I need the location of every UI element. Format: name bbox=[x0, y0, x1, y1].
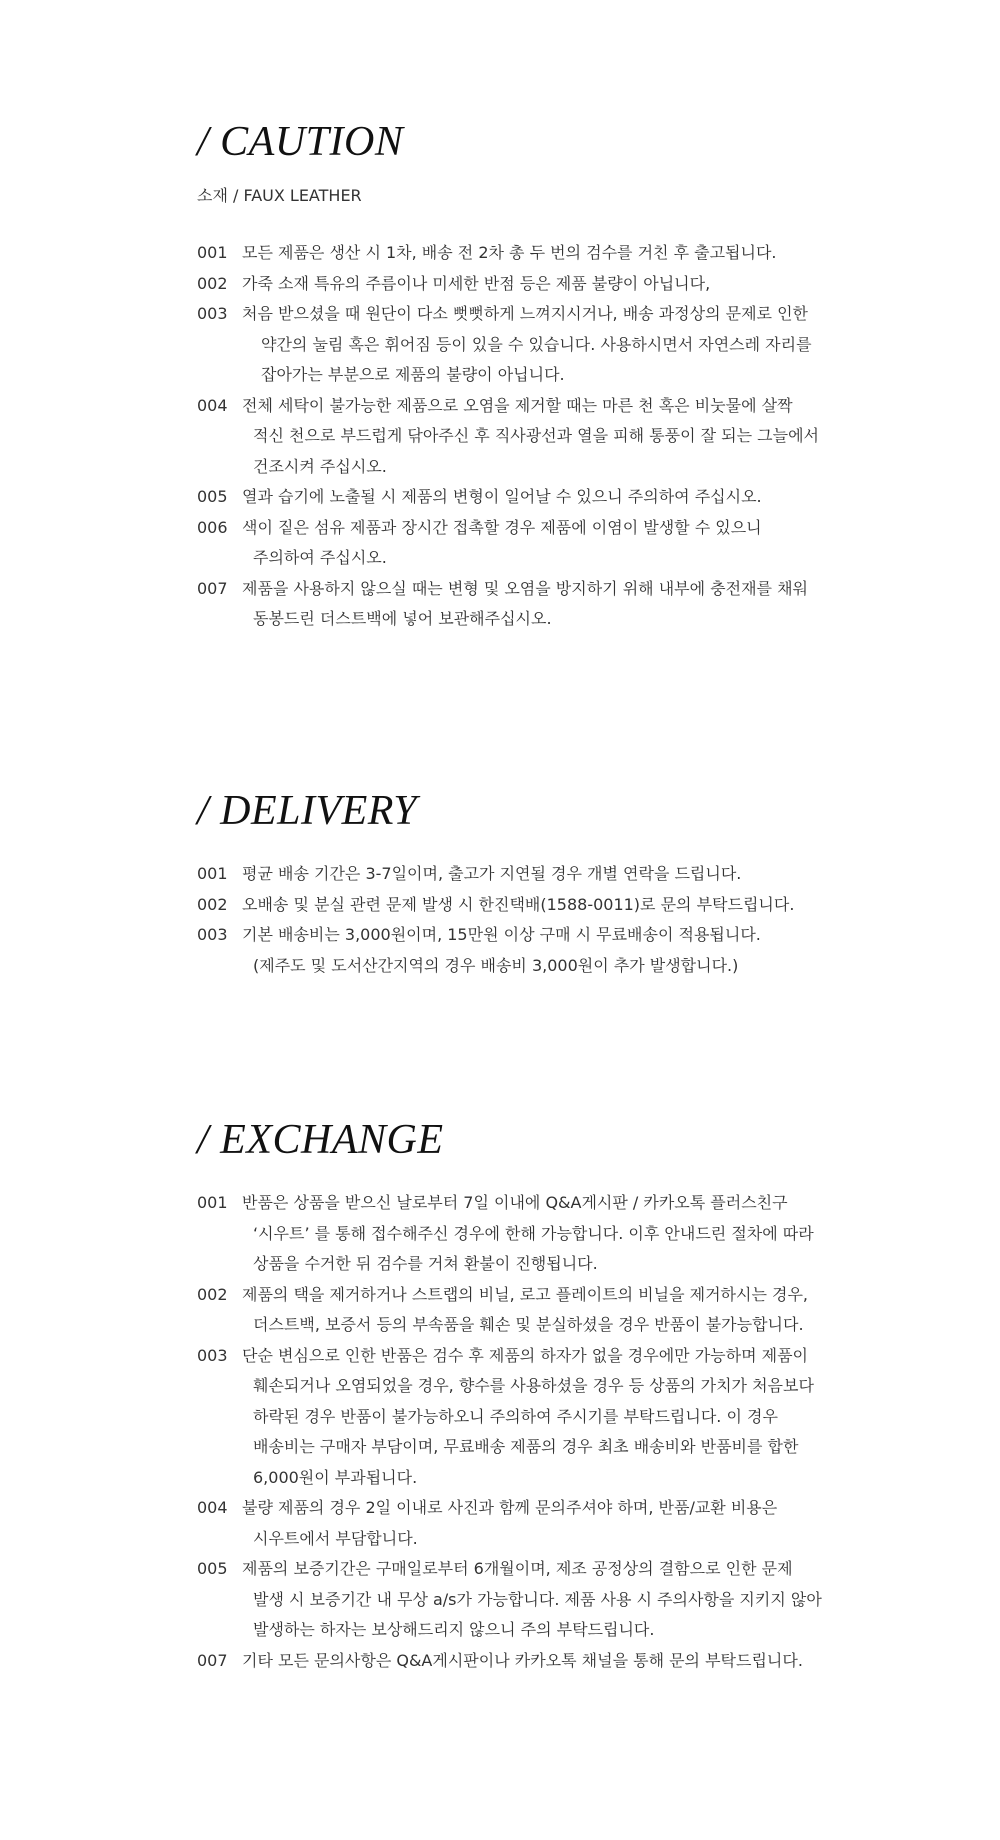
exchange-title: / EXCHANGE bbox=[197, 1117, 444, 1163]
item-text bbox=[242, 1646, 857, 1677]
item-text-line: 배송비는 구매자 부담이며, 무료배송 제품의 경우 최초 배송비와 반품비를 합한 bbox=[253, 1437, 799, 1456]
item-text-line: 잡아가는 부분으로 제품의 불량이 아닙니다. bbox=[261, 365, 565, 384]
item-text-line: 건조시켜 주십시오. bbox=[253, 456, 387, 476]
item-text-line: 기본 배송비는 3,000원이며, 15만원 이상 구매 시 무료배송이 적용됩니다. bbox=[242, 925, 761, 944]
list-item bbox=[197, 513, 857, 574]
item-number: 006 bbox=[197, 517, 228, 537]
item-text-line: 단순 변심으로 인한 반품은 검수 후 제품의 하자가 없을 경우에만 가능하며 제품이 bbox=[242, 1345, 808, 1365]
list-item bbox=[197, 482, 857, 513]
item-text-line: 6,000원이 부과됩니다. bbox=[253, 1467, 418, 1487]
item-number: 005 bbox=[197, 487, 228, 506]
list-item bbox=[197, 391, 857, 483]
delivery-section bbox=[197, 787, 857, 981]
delivery-title: / DELIVERY bbox=[197, 788, 418, 834]
item-text-line: 시우트에서 부담합니다. bbox=[253, 1528, 418, 1548]
item-text-line: 상품을 수거한 뒤 검수를 거쳐 환불이 진행됩니다. bbox=[253, 1254, 598, 1273]
item-number: 001 bbox=[197, 864, 228, 883]
list-item bbox=[197, 574, 857, 635]
item-text-line: 모든 제품은 생산 시 1차, 배송 전 2차 총 두 번의 검수를 거친 후 출고됩니다. bbox=[242, 243, 777, 262]
item-text-line: 전체 세탁이 불가능한 제품으로 오염을 제거할 때는 마른 천 혹은 비눗물에 살짝 bbox=[242, 395, 793, 415]
item-text bbox=[242, 238, 857, 269]
item-text-line: 제품의 택을 제거하거나 스트랩의 비닐, 로고 플레이트의 비닐을 제거하시는 경우, bbox=[242, 1284, 808, 1304]
item-text bbox=[242, 890, 857, 921]
list-item bbox=[197, 859, 857, 890]
item-text-line: 불량 제품의 경우 2일 이내로 사진과 함께 문의주셔야 하며, 반품/교환 비용은 bbox=[242, 1498, 778, 1517]
item-text-line: 훼손되거나 오염되었을 경우, 향수를 사용하셨을 경우 등 상품의 가치가 처음보다 bbox=[253, 1376, 814, 1395]
list-item bbox=[197, 238, 857, 269]
exchange-list bbox=[197, 1188, 857, 1676]
item-text bbox=[242, 1341, 857, 1494]
item-text bbox=[242, 920, 857, 981]
item-text bbox=[242, 1280, 857, 1341]
item-number: 004 bbox=[197, 1498, 228, 1517]
item-text-line: 더스트백, 보증서 등의 부속품을 훼손 및 분실하셨을 경우 반품이 불가능합니다. bbox=[253, 1315, 804, 1334]
list-item bbox=[197, 1188, 857, 1280]
item-text-line: 가죽 소재 특유의 주름이나 미세한 반점 등은 제품 불량이 아닙니다, bbox=[242, 273, 711, 293]
list-item bbox=[197, 1493, 857, 1554]
item-text-line: 발생 시 보증기간 내 무상 a/s가 가능합니다. 제품 사용 시 주의사항을 지키지 않아 bbox=[253, 1589, 822, 1609]
item-text-line: 평균 배송 기간은 3-7일이며, 출고가 지연될 경우 개별 연락을 드립니다. bbox=[242, 864, 742, 883]
item-number: 002 bbox=[197, 1284, 228, 1304]
item-text-line: 색이 짙은 섬유 제품과 장시간 접촉할 경우 제품에 이염이 발생할 수 있으니 bbox=[242, 517, 762, 537]
caution-title: / CAUTION bbox=[197, 119, 404, 165]
item-text-line: 약간의 눌림 혹은 휘어짐 등이 있을 수 있습니다. 사용하시면서 자연스레 자리를 bbox=[261, 334, 812, 354]
item-text bbox=[242, 269, 857, 300]
item-text bbox=[242, 482, 857, 513]
item-text-line: 하락된 경우 반품이 불가능하오니 주의하여 주시기를 부탁드립니다. 이 경우 bbox=[253, 1406, 778, 1426]
item-text bbox=[242, 299, 857, 391]
item-number: 007 bbox=[197, 1650, 228, 1670]
item-text-line: 기타 모든 문의사항은 Q&A게시판이나 카카오톡 채널을 통해 문의 부탁드립니다. bbox=[242, 1650, 803, 1670]
list-item bbox=[197, 269, 857, 300]
item-text-line: 처음 받으셨을 때 원단이 다소 뻣뻣하게 느껴지시거나, 배송 과정상의 문제로 인한 bbox=[242, 304, 808, 323]
item-text bbox=[242, 1554, 857, 1646]
delivery-list bbox=[197, 859, 857, 981]
list-item bbox=[197, 1341, 857, 1494]
item-text-line: 적신 천으로 부드럽게 닦아주신 후 직사광선과 열을 피해 통풍이 잘 되는 그늘에서 bbox=[253, 426, 819, 445]
list-item bbox=[197, 920, 857, 981]
item-number: 003 bbox=[197, 304, 228, 323]
item-text bbox=[242, 574, 857, 635]
item-text-line: 열과 습기에 노출될 시 제품의 변형이 일어날 수 있으니 주의하여 주십시오. bbox=[242, 487, 762, 506]
item-text-line: 발생하는 하자는 보상해드리지 않으니 주의 부탁드립니다. bbox=[253, 1620, 655, 1639]
item-text-line: 제품을 사용하지 않으실 때는 변형 및 오염을 방지하기 위해 내부에 충전재를 채워 bbox=[242, 578, 808, 598]
caution-list bbox=[197, 238, 857, 635]
list-item bbox=[197, 1554, 857, 1646]
item-number: 002 bbox=[197, 273, 228, 293]
material-label: 소재 / FAUX LEATHER bbox=[197, 186, 362, 205]
item-text-line: 주의하여 주십시오. bbox=[253, 548, 387, 567]
item-text-line: 동봉드린 더스트백에 넣어 보관해주십시오. bbox=[253, 609, 552, 628]
list-item bbox=[197, 890, 857, 921]
list-item bbox=[197, 1646, 857, 1677]
item-number: 003 bbox=[197, 1345, 228, 1365]
item-text-line: 제품의 보증기간은 구매일로부터 6개월이며, 제조 공정상의 결함으로 인한 문제 bbox=[242, 1559, 793, 1578]
item-text bbox=[242, 859, 857, 890]
item-number: 004 bbox=[197, 395, 228, 415]
item-text bbox=[242, 1188, 857, 1280]
item-text-line: ‘시우트’ 를 통해 접수해주신 경우에 한해 가능합니다. 이후 안내드린 절차에 따라 bbox=[253, 1223, 814, 1243]
item-text bbox=[242, 513, 857, 574]
item-number: 001 bbox=[197, 1193, 228, 1212]
item-text bbox=[242, 1493, 857, 1554]
item-number: 005 bbox=[197, 1559, 228, 1578]
item-number: 002 bbox=[197, 894, 228, 914]
exchange-section bbox=[197, 1116, 857, 1676]
item-text-line: 반품은 상품을 받으신 날로부터 7일 이내에 Q&A게시판 / 카카오톡 플러스친구 bbox=[242, 1193, 788, 1212]
item-text bbox=[242, 391, 857, 483]
item-number: 003 bbox=[197, 925, 228, 944]
item-text-line: 오배송 및 분실 관련 문제 발생 시 한진택배(1588-0011)로 문의 부탁드립니다. bbox=[242, 894, 795, 914]
list-item bbox=[197, 299, 857, 391]
item-number: 007 bbox=[197, 578, 228, 598]
item-text-line: (제주도 및 도서산간지역의 경우 배송비 3,000원이 추가 발생합니다.) bbox=[253, 955, 739, 975]
list-item bbox=[197, 1280, 857, 1341]
caution-section bbox=[197, 118, 857, 635]
item-number: 001 bbox=[197, 243, 228, 262]
